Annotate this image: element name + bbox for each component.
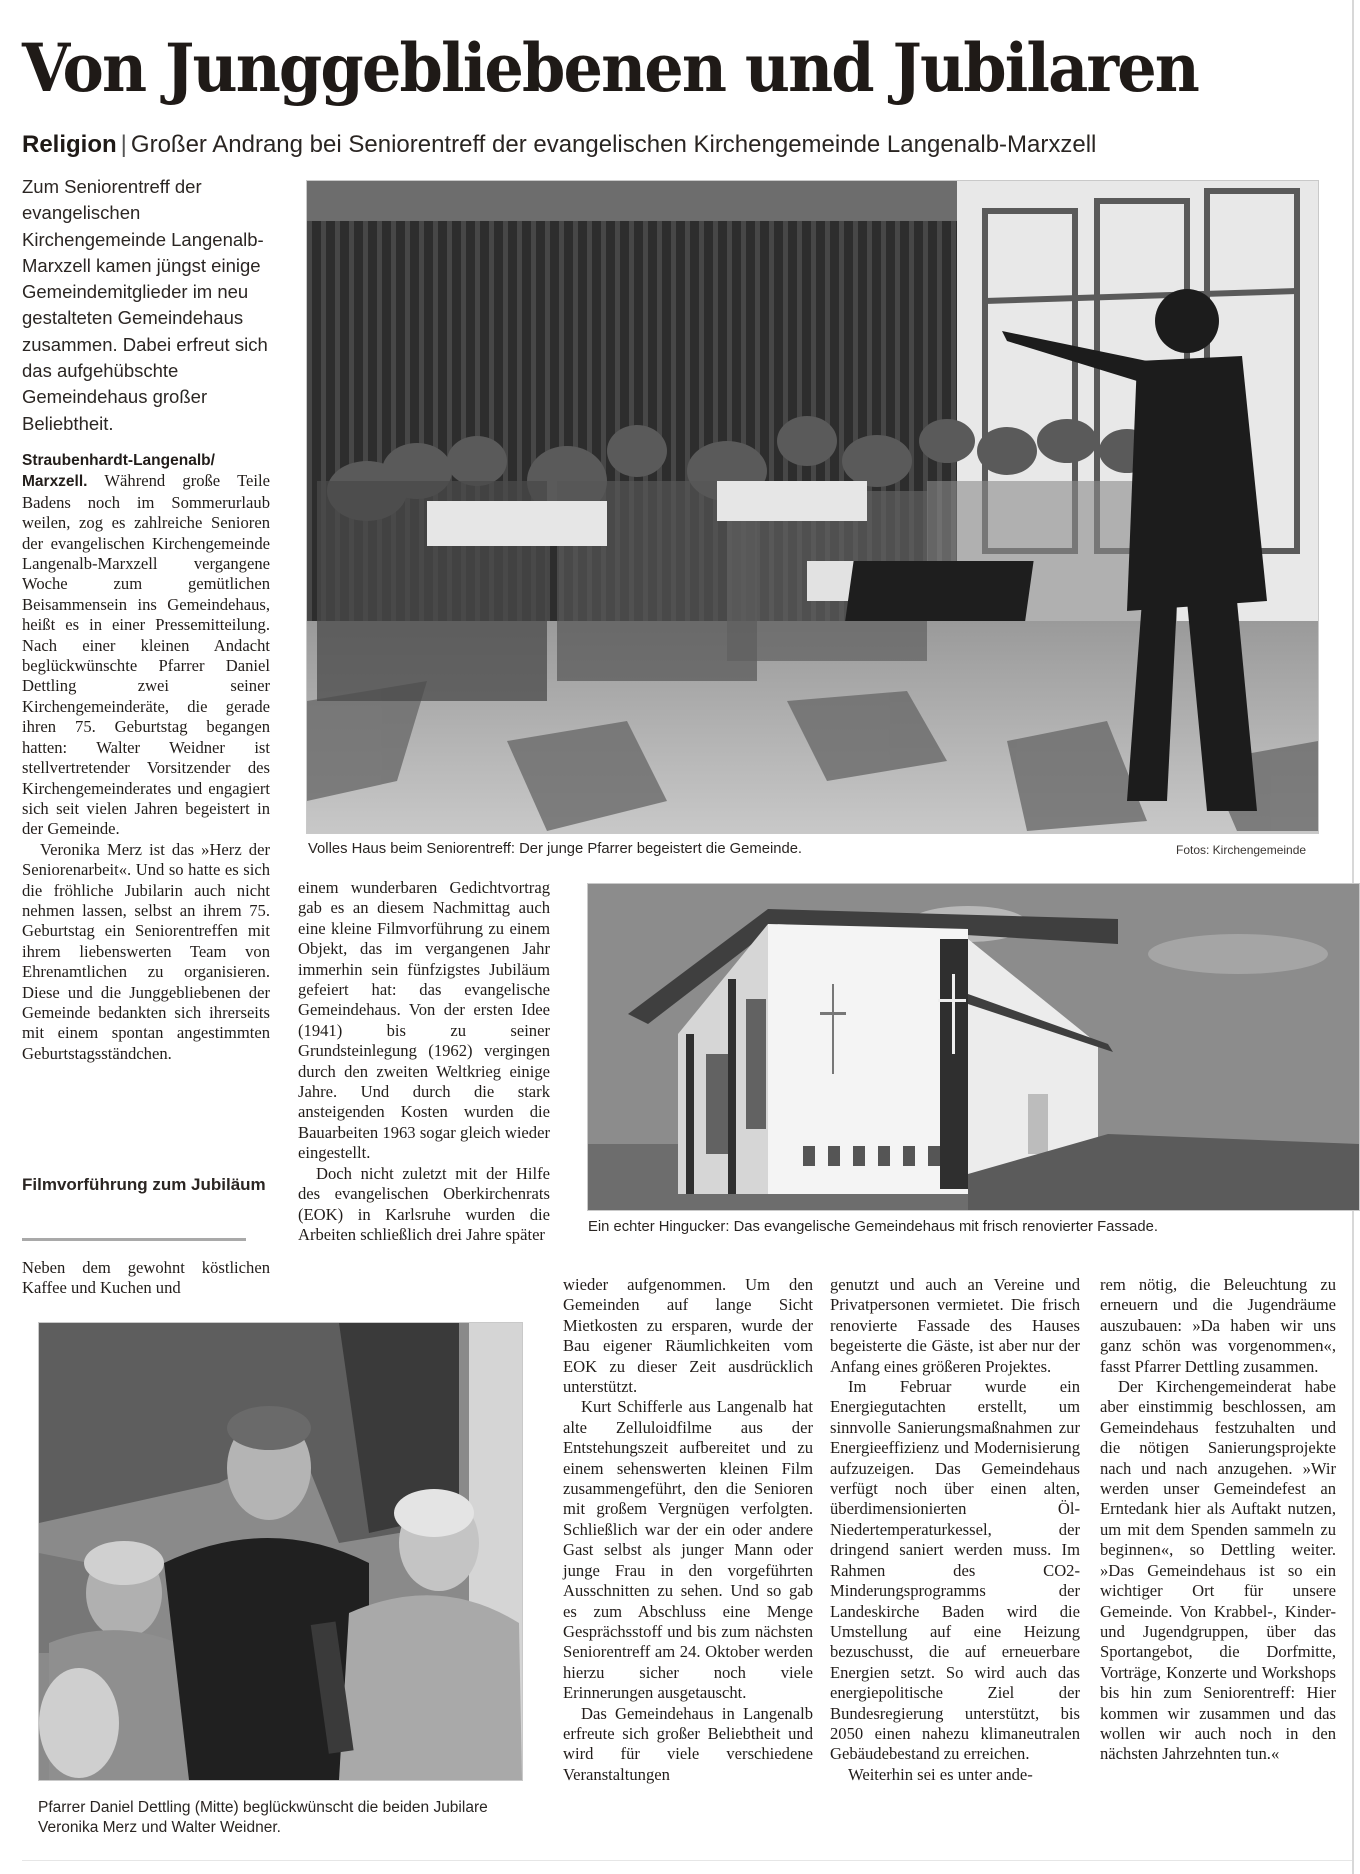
- teaser: Zum Seniorentreff der evangelischen Kirchengemeinde Langenalb-Marxzell kamen jüngst einige Gemeindemitglieder im neu gestalteten Gemeindehaus zusammen. Dabei erfreut sich das aufgehübschte Gemeindehaus großer Beliebtheit.: [22, 176, 268, 434]
- subheadline-row: [22, 130, 1096, 160]
- article-column-1: [22, 450, 270, 1064]
- article-column-4: [830, 1275, 1080, 1785]
- building-photo-caption: Ein echter Hingucker: Das evangelische Gemeindehaus mit frisch renovierter Fassade.: [588, 1219, 1158, 1235]
- article-column-3: [563, 1275, 813, 1785]
- paragraph: Neben dem gewohnt köstlichen Kaffee und Kuchen und: [22, 1258, 270, 1298]
- paragraph: Doch nicht zuletzt mit der Hilfe des evangelischen Oberkirchenrats (EOK) in Karlsruhe wurden die Arbeiten schließlich drei Jahre später: [298, 1163, 550, 1244]
- divider: [22, 1238, 246, 1241]
- paragraph: einem wunderbaren Gedichtvortrag gab es an diesem Nachmittag auch eine kleine Filmvorführung zu einem Objekt, das im vergangenen Jahr immerhin sein fünfzigstes Jubiläum gefeiert hat: das evangelische Gemeindehaus. Von der ersten Idee (1941) bis zu seiner Grundsteinlegung (1962) vergingen durch den zweiten Weltkrieg einige Jahre. Und durch die stark ansteigenden Kosten wurden die Bauarbeiten 1963 sogar gleich wieder eingestellt.: [298, 878, 550, 1163]
- paragraph: wieder aufgenommen. Um den Gemeinden auf lange Sicht Mietkosten zu ersparen, wurde der Bau eigener Räumlichkeiten vom EOK zu dieser Zeit ausdrücklich unterstützt.: [563, 1275, 813, 1397]
- dateline: Straubenhardt-Langenalb/ Marxzell.: [22, 452, 215, 491]
- page-bottom-rule: [22, 1860, 1352, 1861]
- article-column-2: [298, 878, 550, 1245]
- paragraph: Veronika Merz ist das »Herz der Seniorenarbeit«. Und so hatte es sich die fröhliche Jubilarin auch nicht nehmen lassen, selbst an ihrem 75. Geburtstag ein Seniorentreffen mit ihrem liebenswerten Team von Ehrenamtlichen zu organisieren. Diese und die Junggebliebenen der Gemeinde bedankten sich ihrerseits mit einem spontan angestimmten Geburtstagsständchen.: [22, 839, 270, 1063]
- paragraph: Straubenhardt-Langenalb/ Marxzell. Während große Teile Badens noch im Sommerurlaub weilen, zog es zahlreiche Senioren der evangelischen Kirchengemeinde Langenalb-Marxzell vergangene Woche zum gemütlichen Beisammensein ins Gemeindehaus, heißt es in einer Pressemitteilung. Nach einer kleinen Andacht beglückwünschte Pfarrer Daniel Dettling zwei seiner Kirchengemeinderäte, die gerade ihren 75. Geburtstag begangen hatten: Walter Weidner ist stellvertretender Vorsitzender des Kirchengemeinderates und engagiert sich seit vielen Jahren begeistert in der Gemeinde.: [22, 452, 270, 839]
- article-column-1-continued: [22, 1258, 270, 1299]
- building-photo-image: [588, 884, 1359, 1210]
- section-heading: Filmvorführung zum Jubiläum: [22, 1175, 266, 1194]
- photo-credit: Fotos: Kirchengemeinde: [1176, 843, 1307, 857]
- headline: Von Junggebliebenen und Jubilaren: [22, 29, 1199, 107]
- paragraph: Kurt Schifferle aus Langenalb hat alte Zelluloidfilme aus der Entstehungszeit aufbereitet und zu einem sehenswerten kleinen Film zusammengeführt, den die Senioren mit großem Vergnügen verfolgten. Schließlich war der ein oder andere Gast selbst als junger Mann oder junge Frau in den vorgeführten Ausschnitten zu sehen. Und so gab es zum Abschluss eine Menge Gesprächsstoff und bis zum nächsten Seniorentreff am 24. Oktober werden hierzu sicher noch viele Erinnerungen ausgetauscht.: [563, 1397, 813, 1703]
- paragraph: rem nötig, die Beleuchtung zu erneuern und die Jugendräume auszubauen: »Da haben wir uns ganz schön was vorgenommen«, fasst Pfarrer Dettling zusammen.: [1100, 1275, 1336, 1376]
- paragraph: Der Kirchengemeinderat habe aber einstimmig beschlossen, am Gemeindehaus festzuhalten und die nötigen Sanierungsprojekte nach und nach anzugehen. »Wir werden unser Gemeindefest an Erntedank hier als Auftakt nutzen, um mit dem Spenden sammeln zu beginnen«, so Dettling weiter. »Das Gemeindehaus ist so ein wichtiger Ort für unsere Gemeinde. Von Krabbel-, Kinder- und Jugendgruppen, über das Sportangebot, die Dorfmitte, Vorträge, Konzerte und Workshops bis hin zum Seniorentreff: Hier kommen wir zusammen und das wollen wir auch noch in den nächsten Jahrzehnten tun.«: [1100, 1377, 1336, 1764]
- jubilare-photo-image: [39, 1323, 522, 1780]
- paragraph: Im Februar wurde ein Energiegutachten erstellt, um sinnvolle Sanierungsmaßnahmen zur Energieeffizienz und Modernisierung aufzuzeigen. Das Gemeindehaus verfügt noch über einen alten, überdimensionierten Öl-Niedertemperaturkessel, der dringend saniert werden muss. Im Rahmen des CO2-Minderungsprogramms der Landeskirche Baden wird die Umstellung auf eine Heizung bezuschusst, die auf erneuerbare Energien setzt. So wird auch das energiepolitische Ziel der Bundesregierung unterstützt, bis 2050 einen nahezu klimaneutralen Gebäudebestand zu erreichen.: [830, 1377, 1080, 1764]
- jubilare-photo-caption: Pfarrer Daniel Dettling (Mitte) beglückwünscht die beiden Jubilare Veronika Merz und Walter Weidner.: [38, 1799, 488, 1836]
- building-photo: [587, 883, 1360, 1211]
- section-kicker: Religion: [22, 131, 117, 158]
- paragraph: Das Gemeindehaus in Langenalb erfreute sich großer Beliebtheit und wird für viele verschiedene Veranstaltungen: [563, 1703, 813, 1784]
- event-photo: [306, 180, 1319, 834]
- paragraph: Weiterhin sei es unter ande-: [848, 1764, 1033, 1784]
- event-photo-image: [307, 181, 1318, 833]
- event-photo-caption: Volles Haus beim Seniorentreff: Der junge Pfarrer begeistert die Gemeinde.: [308, 841, 803, 857]
- paragraph: genutzt und auch an Vereine und Privatpersonen vermietet. Die frisch renovierte Fassade des Hauses begeisterte die Gäste, ist aber nur der Anfang eines größeren Projektes.: [830, 1275, 1080, 1376]
- article-column-5: [1100, 1275, 1336, 1765]
- subheadline: Großer Andrang bei Seniorentreff der evangelischen Kirchengemeinde Langenalb-Marxzell: [130, 131, 1097, 158]
- jubilare-photo: [38, 1322, 523, 1781]
- kicker-separator: |: [120, 131, 127, 158]
